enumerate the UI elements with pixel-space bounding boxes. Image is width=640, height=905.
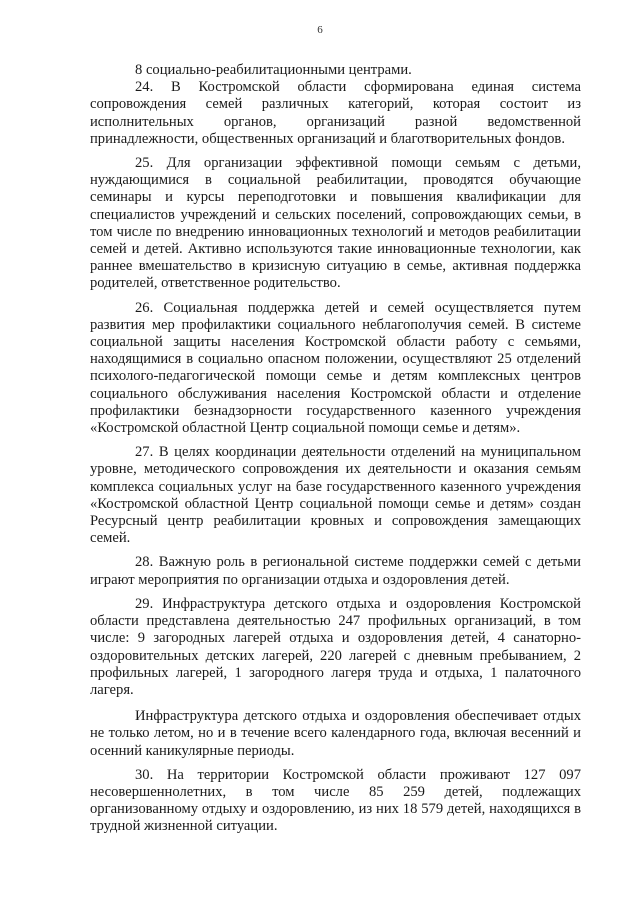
paragraph-27: 27. В целях координации деятельности отделений на муниципальном уровне, методического сопровождения их деятельности и оказания семьям комплекса социальных услуг на базе государственного казенного учреждения «Костромской областной Центр социальной помощи семье и детям» создан Ресурсный центр реабилитации кровных и сопровождения замещающих семей. — [90, 444, 581, 547]
page-number: 6 — [317, 24, 323, 36]
paragraph-26: 26. Социальная поддержка детей и семей осуществляется путем развития мер профилактики социального неблагополучия семей. В системе социальной защиты населения Костромской области работу с семьями, находящимися в социально опасном положении, осуществляют 25 отделений психолого-педагогической помощи семье и детям комплексных центров социального обслуживания населения Костромской области и отделение профилактики безнадзорности государственного казенного учреждения «Костромской областной Центр социальной помощи семье и детям». — [90, 299, 581, 437]
paragraph-25: 25. Для организации эффективной помощи семьям с детьми, нуждающимися в социальной реабилитации, проводятся обучающие семинары и курсы переподготовки и повышения квалификации для специалистов учреждений и сельских поселений, сопровождающих семьи, в том числе по внедрению инновационных технологий и методов реабилитации семей и детей. Активно используются такие инновационные технологии, как раннее вмешательство в кризисную ситуацию в семье, активная поддержка родителей, ответственное родительство. — [90, 155, 581, 292]
document-body — [90, 62, 581, 836]
paragraph-24: 24. В Костромской области сформирована единая система сопровождения семей различных категорий, которая состоит из исполнительных органов, организаций разной ведомственной принадлежности, общественных организаций и благотворительных фондов. — [90, 79, 581, 147]
paragraph-28: 28. Важную роль в региональной системе поддержки семей с детьми играют мероприятия по организации отдыха и оздоровления детей. — [90, 554, 581, 588]
paragraph-29: 29. Инфраструктура детского отдыха и оздоровления Костромской области представлена деятельностью 247 профильных организаций, в том числе: 9 загородных лагерей отдыха и оздоровления детей, 4 санаторно-оздоровительных детских лагерей, 220 лагерей с дневным пребыванием, 2 профильных лагерей, 1 загородного лагеря труда и отдыха, 1 палаточного лагеря. — [90, 595, 581, 698]
paragraph-continuation: 8 социально-реабилитационными центрами. — [135, 62, 412, 78]
paragraph-30: 30. На территории Костромской области проживают 127 097 несовершеннолетних, в том числе 85 259 детей, подлежащих организованному отдыху и оздоровлению, из них 18 579 детей, находящихся в трудной жизненной ситуации. — [90, 766, 581, 835]
paragraph-29-continued: Инфраструктура детского отдыха и оздоровления обеспечивает отдых не только летом, но и в течение всего календарного года, включая весенний и осенний каникулярные периоды. — [90, 708, 581, 759]
